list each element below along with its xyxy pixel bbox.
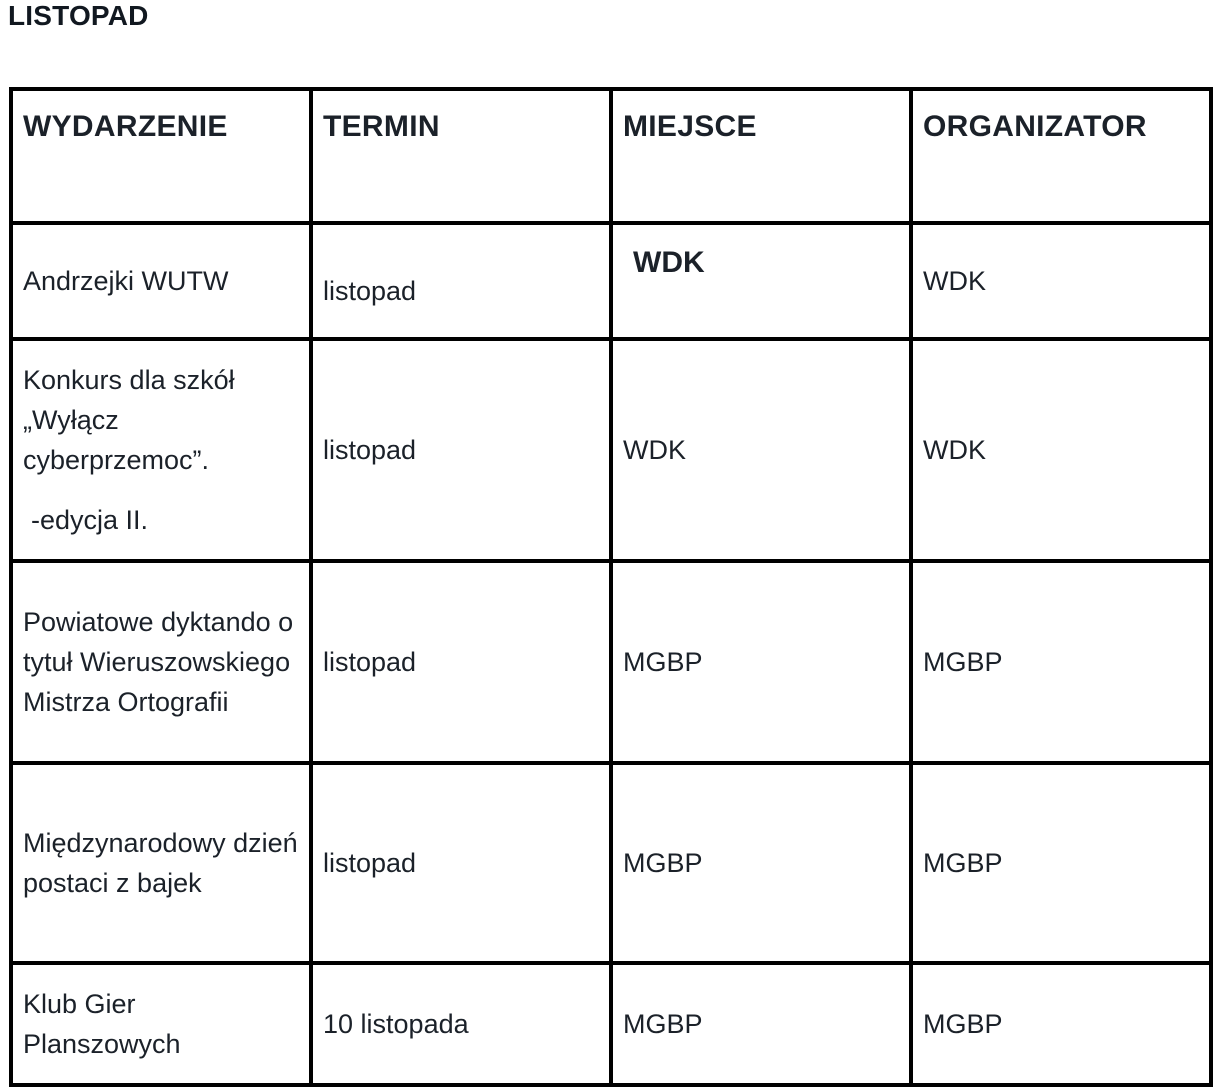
event-name: Międzynarodowy dzień postaci z bajek <box>23 828 298 898</box>
cell-place <box>611 339 911 561</box>
event-name: Konkurs dla szkół „Wyłącz cyberprzemoc”. <box>23 365 235 475</box>
cell-place <box>611 223 911 339</box>
event-organizer: MGBP <box>923 848 1003 878</box>
cell-organizer <box>911 339 1211 561</box>
event-place: MGBP <box>623 848 703 878</box>
table-row <box>11 561 1211 763</box>
table-row <box>11 763 1211 963</box>
cell-term <box>311 763 611 963</box>
event-term: listopad <box>323 647 417 677</box>
event-name: Klub Gier Planszowych <box>23 989 181 1059</box>
cell-event <box>11 963 311 1085</box>
cell-organizer <box>911 763 1211 963</box>
events-table <box>9 87 1213 1087</box>
cell-organizer <box>911 561 1211 763</box>
event-organizer: MGBP <box>923 1009 1003 1039</box>
header-place: MIEJSCE <box>611 89 911 223</box>
cell-place <box>611 963 911 1085</box>
header-term: TERMIN <box>311 89 611 223</box>
header-organizer: ORGANIZATOR <box>911 89 1211 223</box>
cell-place <box>611 561 911 763</box>
cell-organizer <box>911 963 1211 1085</box>
table-header-row <box>11 89 1211 223</box>
table-row <box>11 223 1211 339</box>
table-row <box>11 963 1211 1085</box>
event-name: Powiatowe dyktando o tytuł Wieruszowskiego Mistrza Ortografii <box>23 607 294 717</box>
event-term: 10 listopada <box>323 1009 469 1039</box>
cell-event <box>11 223 311 339</box>
cell-organizer <box>911 223 1211 339</box>
cell-event <box>11 339 311 561</box>
cell-event <box>11 561 311 763</box>
table-row <box>11 339 1211 561</box>
event-term: listopad <box>323 435 417 465</box>
event-place: MGBP <box>623 1009 703 1039</box>
cell-event <box>11 763 311 963</box>
cell-term <box>311 561 611 763</box>
page-title: LISTOPAD <box>8 0 149 31</box>
event-note: -edycja II. <box>31 505 149 535</box>
event-place: WDK <box>623 435 686 465</box>
event-organizer: WDK <box>923 266 986 296</box>
event-organizer: WDK <box>923 435 986 465</box>
cell-place <box>611 763 911 963</box>
header-event: WYDARZENIE <box>11 89 311 223</box>
event-term: listopad <box>323 276 417 306</box>
event-term: listopad <box>323 848 417 878</box>
cell-term <box>311 339 611 561</box>
event-name: Andrzejki WUTW <box>23 266 229 296</box>
cell-term <box>311 963 611 1085</box>
event-organizer: MGBP <box>923 647 1003 677</box>
cell-term <box>311 223 611 339</box>
event-place: MGBP <box>623 647 703 677</box>
event-place: WDK <box>633 246 705 279</box>
